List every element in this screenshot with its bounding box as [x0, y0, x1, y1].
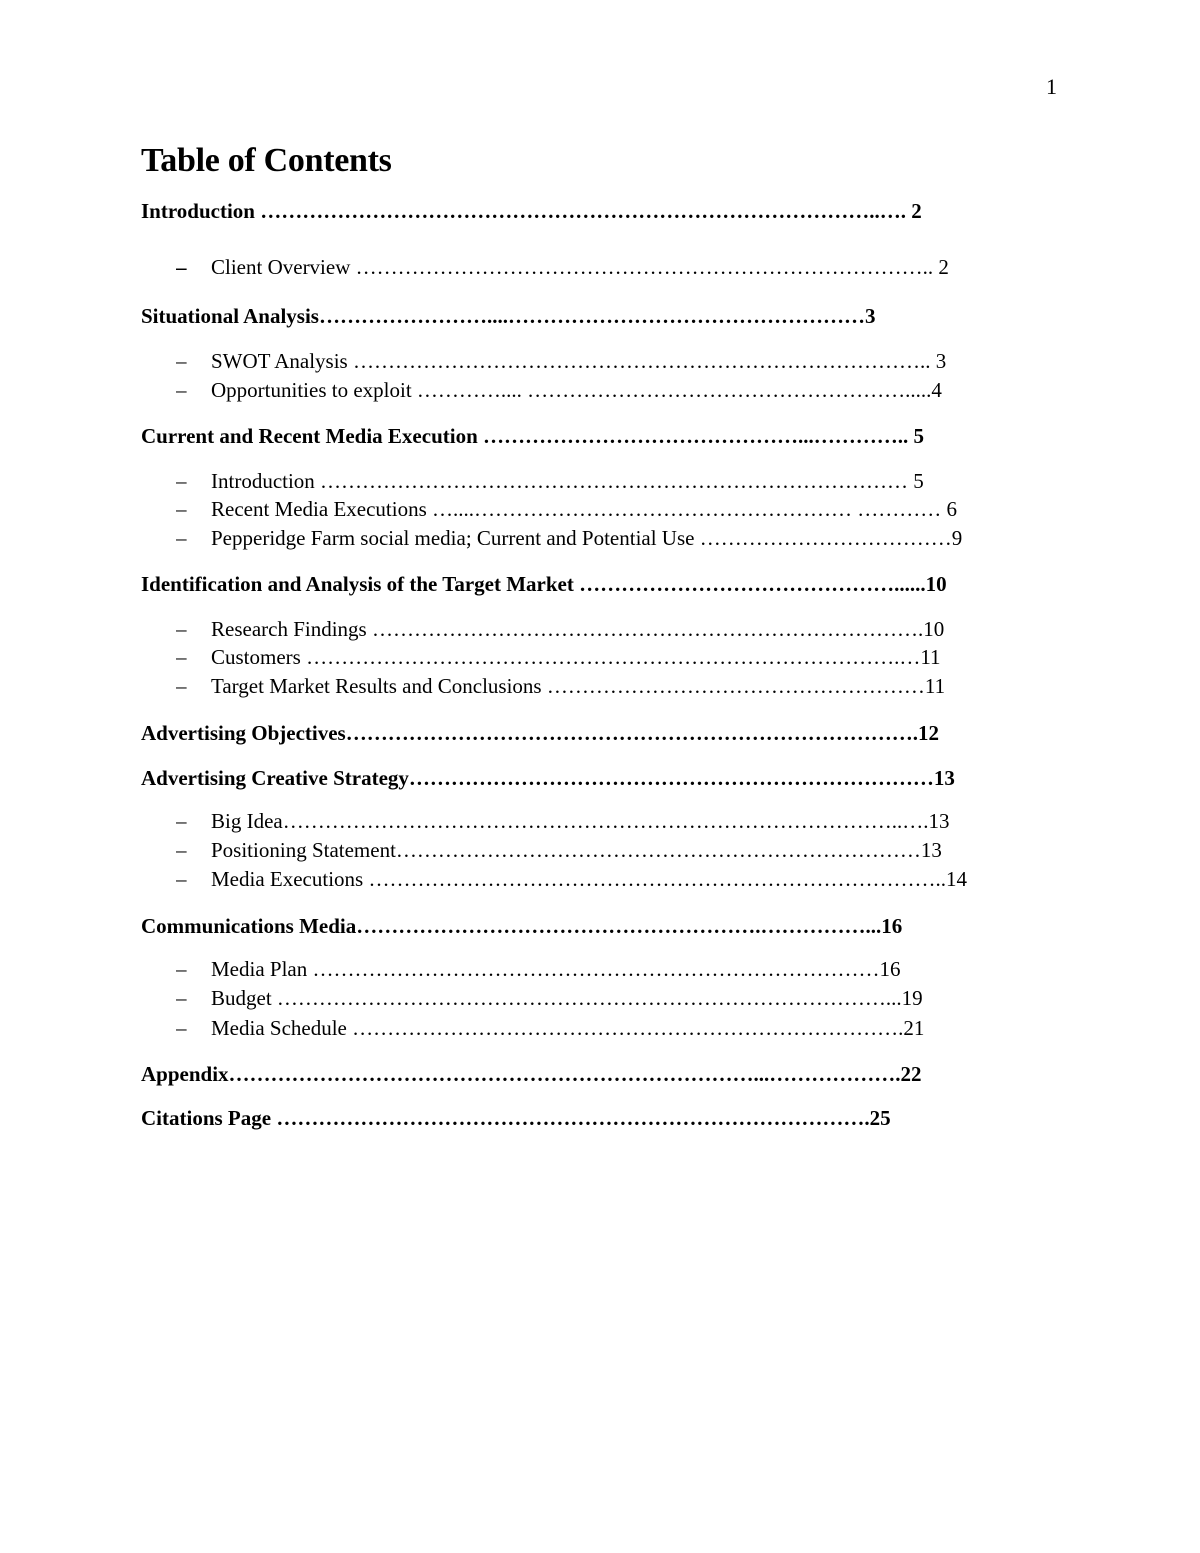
toc-entry-text: Budget ……………………………………………………………………………...19 — [211, 986, 923, 1010]
toc-subitem-media-schedule — [176, 1014, 1060, 1042]
toc-entry-text: Introduction ………………………………………………………………………… 5 — [211, 469, 924, 493]
toc-subitem-media-plan — [176, 955, 1041, 983]
toc-subitem-customers — [176, 643, 1056, 671]
toc-dash: – — [176, 645, 187, 669]
toc-entry-text: Media Executions ………………………………………………………………………..14 — [211, 867, 967, 891]
toc-entry-text: Research Findings …………………………………………………………………….10 — [211, 617, 945, 641]
toc-entry-text: Media Schedule …………………………………………………………………….21 — [211, 1016, 925, 1040]
toc-subitem-positioning-statement — [176, 836, 1058, 864]
toc-entry-text: Identification and Analysis of the Target Market ………………………………………......10 — [141, 572, 947, 596]
toc-dash: – — [176, 867, 187, 891]
toc-dash: – — [176, 526, 187, 550]
toc-heading-situational-analysis — [141, 302, 1056, 330]
toc-dash: – — [176, 378, 187, 402]
toc-entry-text: Communications Media………………………………………………….……………...16 — [141, 914, 903, 938]
page-number: 1 — [1046, 74, 1057, 99]
toc-subitem-recent-media-executions — [176, 495, 1060, 523]
toc-entry-text: Current and Recent Media Execution ………………………………………...………….. 5 — [141, 424, 924, 448]
toc-dash: – — [176, 255, 187, 279]
toc-subitem-budget — [176, 984, 1060, 1012]
toc-dash: – — [176, 957, 187, 981]
toc-entry-text: Introduction ……………………………………………………………………………..…. 2 — [141, 199, 922, 223]
toc-entry-text: Customers ………………………………………………………………………….…11 — [211, 645, 941, 669]
toc-entry-text: Pepperidge Farm social media; Current and Potential Use ………………………………9 — [211, 526, 963, 550]
toc-subitem-swot-analysis — [176, 347, 1056, 375]
toc-dash: – — [176, 674, 187, 698]
toc-entry-text: Recent Media Executions …....……………………………………………… ………… 6 — [211, 497, 958, 521]
toc-heading-creative-strategy — [141, 764, 1057, 792]
toc-entry-text: Big Idea……………………………………………………………………………..….13 — [211, 809, 950, 833]
toc-dash: – — [176, 1016, 187, 1040]
toc-subitem-target-market-results — [176, 672, 1036, 700]
toc-entry-text: Target Market Results and Conclusions ………………………………………………11 — [211, 674, 946, 698]
toc-heading-media-execution — [141, 422, 1059, 450]
toc-heading-introduction — [141, 197, 1061, 225]
toc-dash: – — [176, 469, 187, 493]
toc-heading-target-market — [141, 570, 1053, 598]
toc-dash: – — [176, 617, 187, 641]
page-title: Table of Contents — [141, 142, 392, 179]
toc-subitem-client-overview — [176, 253, 1060, 281]
toc-dash: – — [176, 349, 187, 373]
toc-heading-communications-media — [141, 912, 1061, 940]
toc-entry-text: SWOT Analysis ……………………………………………………………………….. 3 — [211, 349, 947, 373]
toc-entry-text: Appendix…………………………………………………………………...……………….22 — [141, 1062, 922, 1086]
toc-subitem-media-executions — [176, 865, 1062, 893]
toc-dash: – — [176, 986, 187, 1010]
toc-heading-citations-page — [141, 1104, 1057, 1132]
toc-subitem-introduction — [176, 467, 1060, 495]
toc-entry-text: Opportunities to exploit ………….... ……………………………………………….....4 — [211, 378, 942, 402]
toc-entry-text: Advertising Objectives……………………………………………………………………….12 — [141, 721, 939, 745]
toc-entry-text: Situational Analysis……………………....……………………………………………3 — [141, 304, 876, 328]
toc-entry-text: Citations Page ………………………………………………………………………….25 — [141, 1106, 891, 1130]
toc-entry-text: Media Plan ………………………………………………………………………16 — [211, 957, 901, 981]
toc-dash: – — [176, 497, 187, 521]
toc-entry-text: Client Overview ……………………………………………………………………….. 2 — [211, 255, 949, 279]
toc-subitem-opportunities — [176, 376, 1056, 404]
toc-entry-text: Advertising Creative Strategy…………………………………………………………………13 — [141, 766, 955, 790]
toc-subitem-social-media — [176, 524, 1060, 552]
toc-entry-text: Positioning Statement…………………………………………………………………13 — [211, 838, 942, 862]
toc-heading-advertising-objectives — [141, 719, 1061, 747]
toc-dash: – — [176, 809, 187, 833]
toc-dash: – — [176, 838, 187, 862]
toc-subitem-research-findings — [176, 615, 1060, 643]
toc-subitem-big-idea — [176, 807, 1060, 835]
toc-heading-appendix — [141, 1060, 1059, 1088]
